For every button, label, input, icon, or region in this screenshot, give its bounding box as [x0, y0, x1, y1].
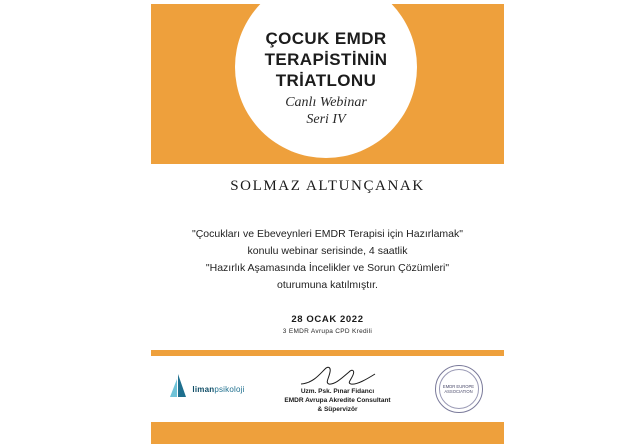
- title-line-1: ÇOCUK EMDR: [265, 29, 387, 48]
- date-text: 28 OCAK 2022: [291, 314, 364, 325]
- recipient-name: SOLMAZ ALTUNÇANAK: [230, 178, 425, 194]
- liman-psikoloji-logo: [157, 373, 257, 406]
- body-line-2: konulu webinar serisinde, 4 saatlik: [247, 245, 408, 257]
- liman-psikoloji-wordmark: [192, 385, 244, 394]
- title-line-3: TRİATLONU: [275, 71, 377, 90]
- logo-word-psikoloji: psikoloji: [214, 384, 245, 394]
- logo-word-liman: liman: [192, 384, 215, 394]
- body-line-1: "Çocukları ve Ebeveynleri EMDR Terapisi için Hazırlamak": [191, 228, 464, 240]
- signature-icon: [295, 365, 381, 389]
- subtitle-line-2: Seri IV: [306, 112, 346, 127]
- signature-role-line-1: EMDR Avrupa Akredite Consultant: [284, 396, 391, 404]
- sail-icon: [168, 373, 188, 406]
- body-line-4: oturumuna katılmıştır.: [277, 279, 378, 291]
- signature-block: [268, 365, 408, 414]
- subtitle-line-1: Canlı Webinar: [285, 95, 367, 110]
- signature-name: Uzm. Psk. Pınar Fidancı: [300, 387, 375, 395]
- footer-content: [151, 356, 504, 422]
- credit-text: 3 EMDR Avrupa CPD Kredili: [282, 328, 373, 335]
- certificate-sheet: [130, 4, 504, 444]
- seal-block: [419, 365, 499, 413]
- signature-role-line-2: & Süpervizör: [317, 405, 358, 413]
- seal-text: EMDR EUROPE ASSOCIATION: [442, 384, 475, 394]
- emdr-europe-seal-icon: [435, 365, 483, 413]
- date-block: [151, 314, 504, 335]
- body-line-3: "Hazırlık Aşamasında İncelikler ve Sorun Çözümleri": [205, 262, 450, 274]
- body-text: [166, 226, 489, 294]
- title-line-2: TERAPİSTİNİN: [264, 50, 388, 69]
- left-stripe: [130, 4, 151, 444]
- title-circle: [235, 4, 417, 158]
